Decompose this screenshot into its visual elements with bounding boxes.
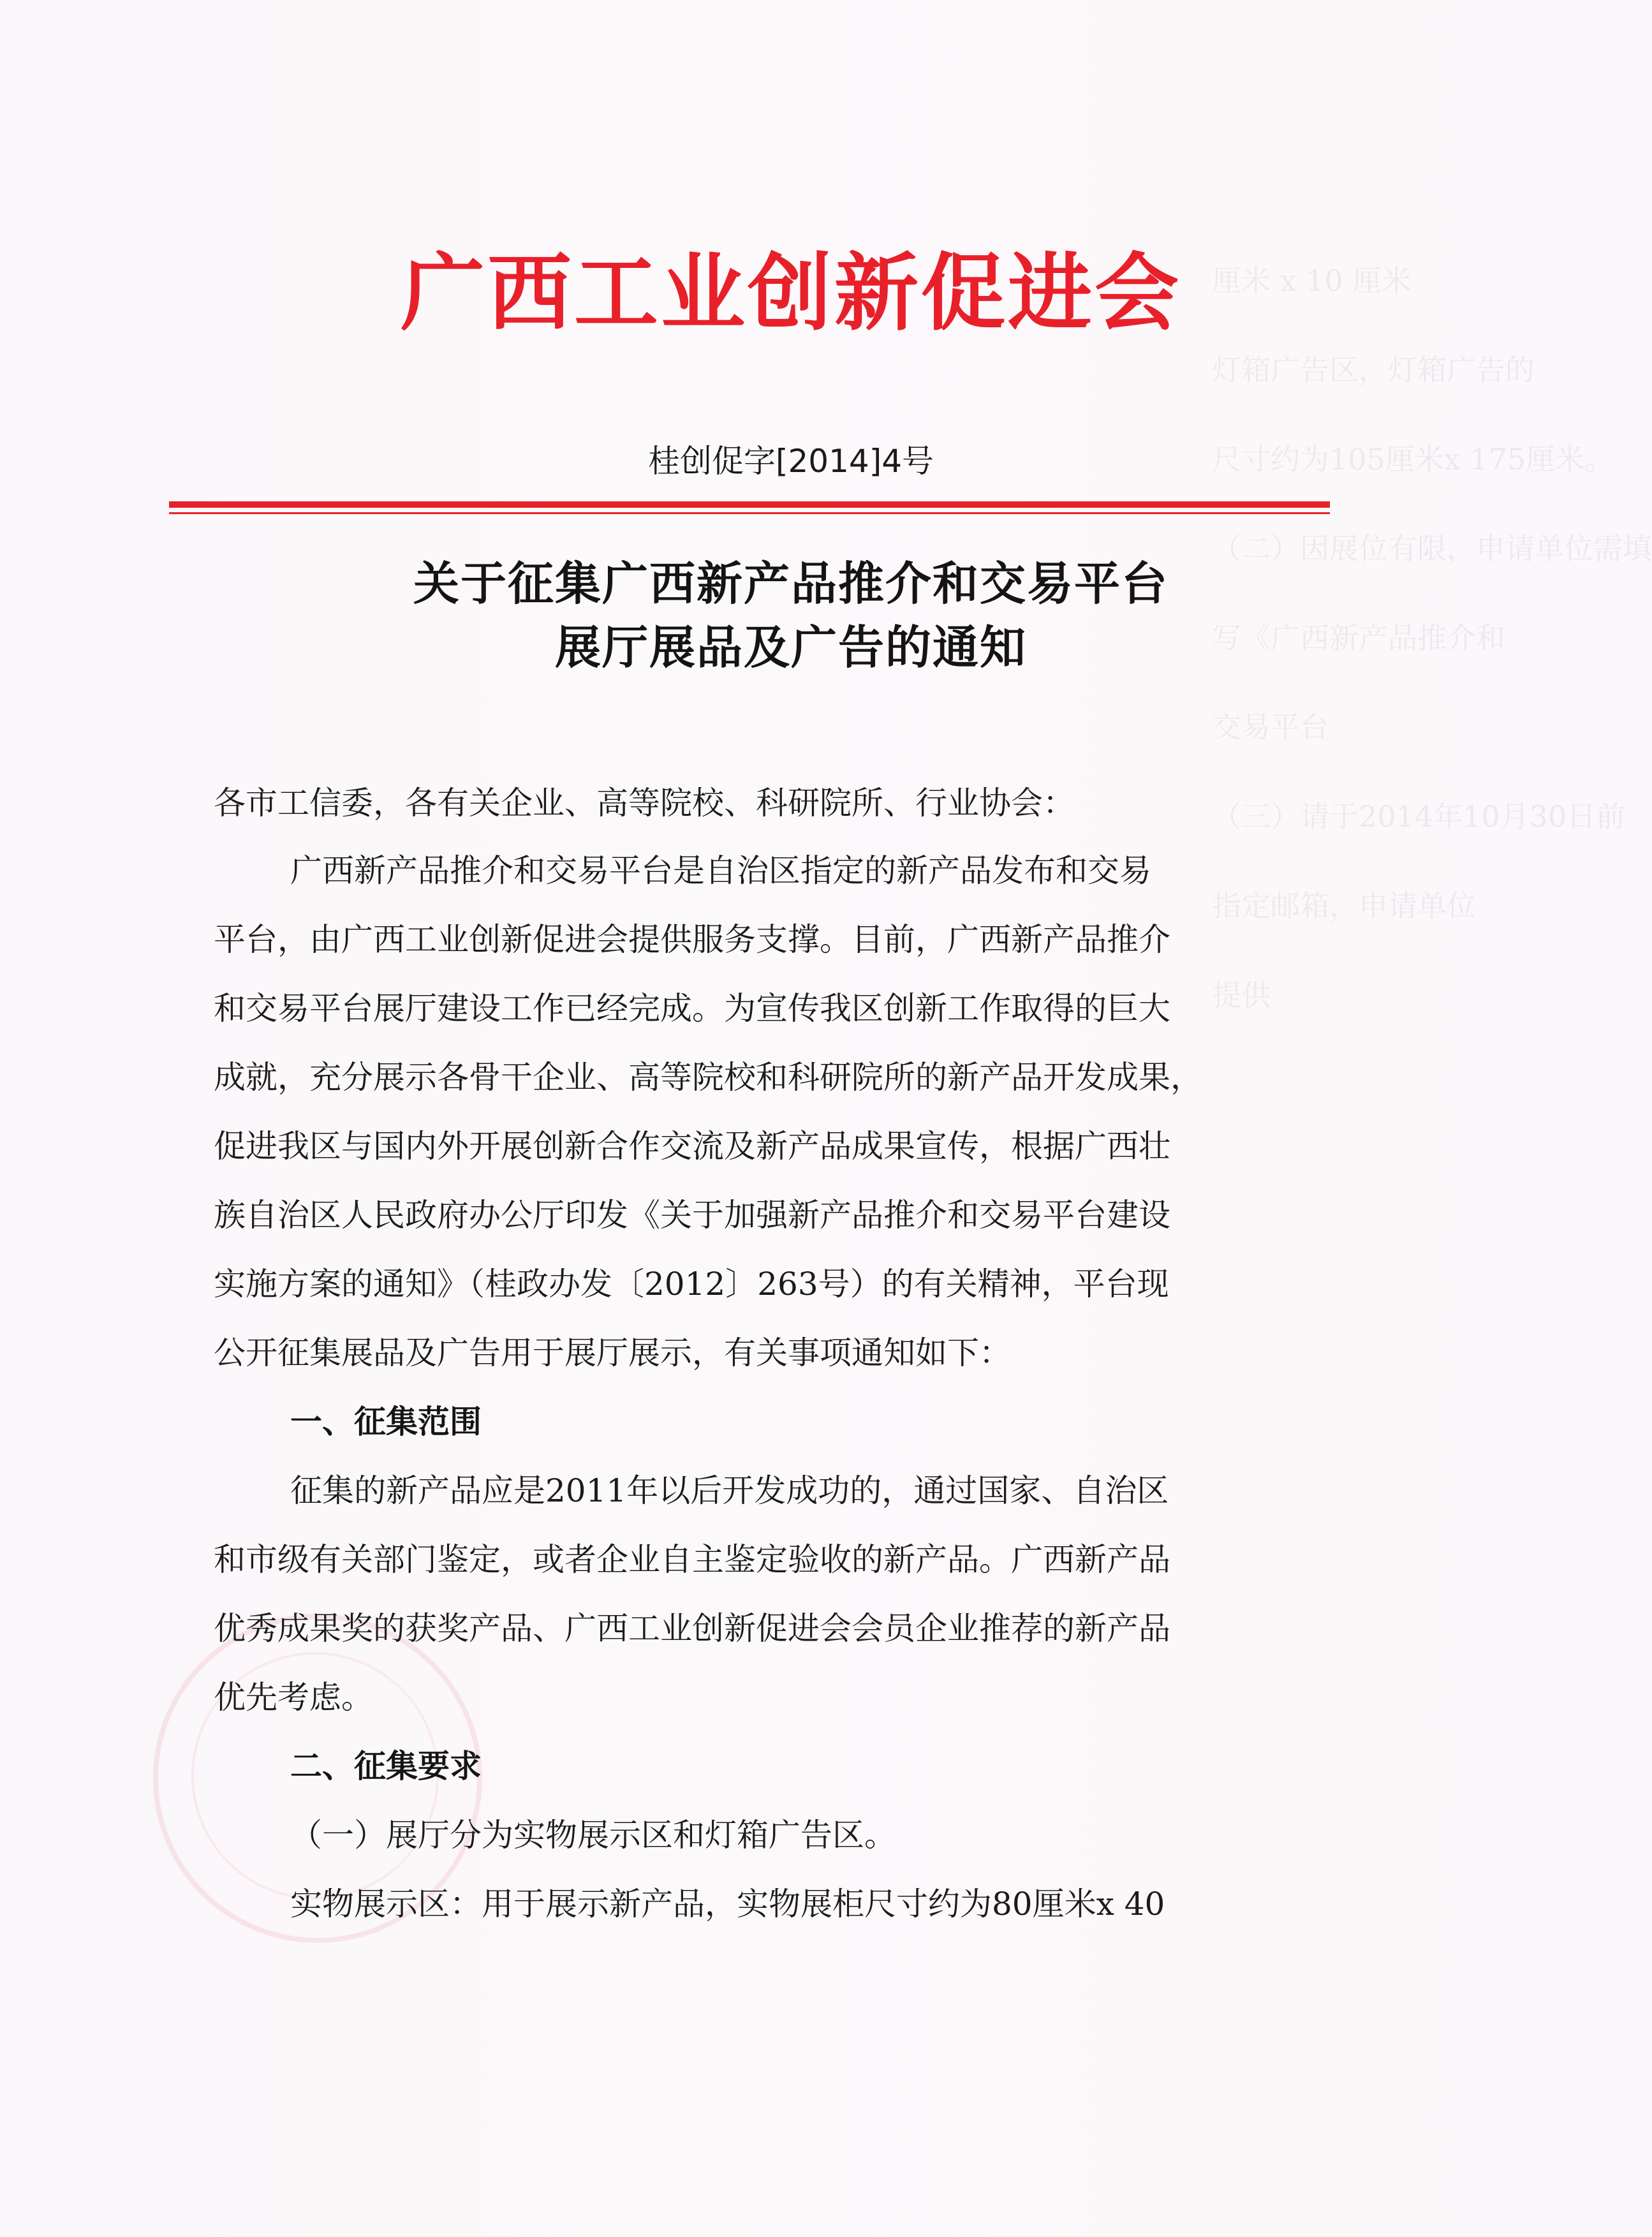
bleed-through-text: 厘米 x 10 厘米 灯箱广告区，灯箱广告的 尺寸约为105厘米x 175厘米。 （二）因展位有限，申请单位需填 写《广西新产品推介和 交易平台 （三）请于2014年10月30日前 指定邮箱，申请单位 提供 [1212,263,1652,1012]
intro-line-4: 成就，充分展示各骨干企业、高等院校和科研院所的新产品开发成果， [214,1059,1202,1096]
intro-line-2: 平台，由广西工业创新促进会提供服务支撑。目前，广西新产品推介 [214,921,1170,958]
intro-line-7: 实施方案的通知》（桂政办发〔2012〕263号）的有关精神，平台现 [214,1266,1169,1303]
section-1-line-2: 和市级有关部门鉴定，或者企业自主鉴定验收的新产品。广西新产品 [214,1541,1170,1578]
intro-line-1: 广西新产品推介和交易平台是自治区指定的新产品发布和交易 [290,852,1151,889]
intro-line-3: 和交易平台展厅建设工作已经完成。为宣传我区创新工作取得的巨大 [214,990,1170,1027]
notice-title-line1: 关于征集广西新产品推介和交易平台 [413,557,1169,610]
section-2-heading: 二、征集要求 [290,1748,482,1785]
section-1-line-4: 优先考虑。 [214,1679,373,1716]
section-1-heading: 一、征集范围 [290,1403,482,1440]
salutation: 各市工信委，各有关企业、高等院校、科研院所、行业协会： [214,785,1075,822]
red-divider-thick [169,501,1330,508]
notice-title-line2: 展厅展品及广告的通知 [554,621,1027,674]
section-2-line-1: （一）展厅分为实物展示区和灯箱广告区。 [290,1817,896,1854]
intro-line-8: 公开征集展品及广告用于展厅展示，有关事项通知如下： [214,1334,1011,1371]
section-1-line-1: 征集的新产品应是2011年以后开发成功的，通过国家、自治区 [290,1472,1169,1509]
section-1-line-3: 优秀成果奖的获奖产品、广西工业创新促进会会员企业推荐的新产品 [214,1610,1170,1647]
section-2-line-2: 实物展示区：用于展示新产品，实物展柜尺寸约为80厘米x 40 [290,1886,1165,1923]
intro-line-6: 族自治区人民政府办公厅印发《关于加强新产品推介和交易平台建设 [214,1197,1170,1234]
organization-title: 广西工业创新促进会 [401,244,1181,343]
document-number: 桂创促字[2014]4号 [647,443,934,480]
red-divider-thin [169,512,1330,514]
intro-line-5: 促进我区与国内外开展创新合作交流及新产品成果宣传，根据广西壮 [214,1128,1170,1165]
